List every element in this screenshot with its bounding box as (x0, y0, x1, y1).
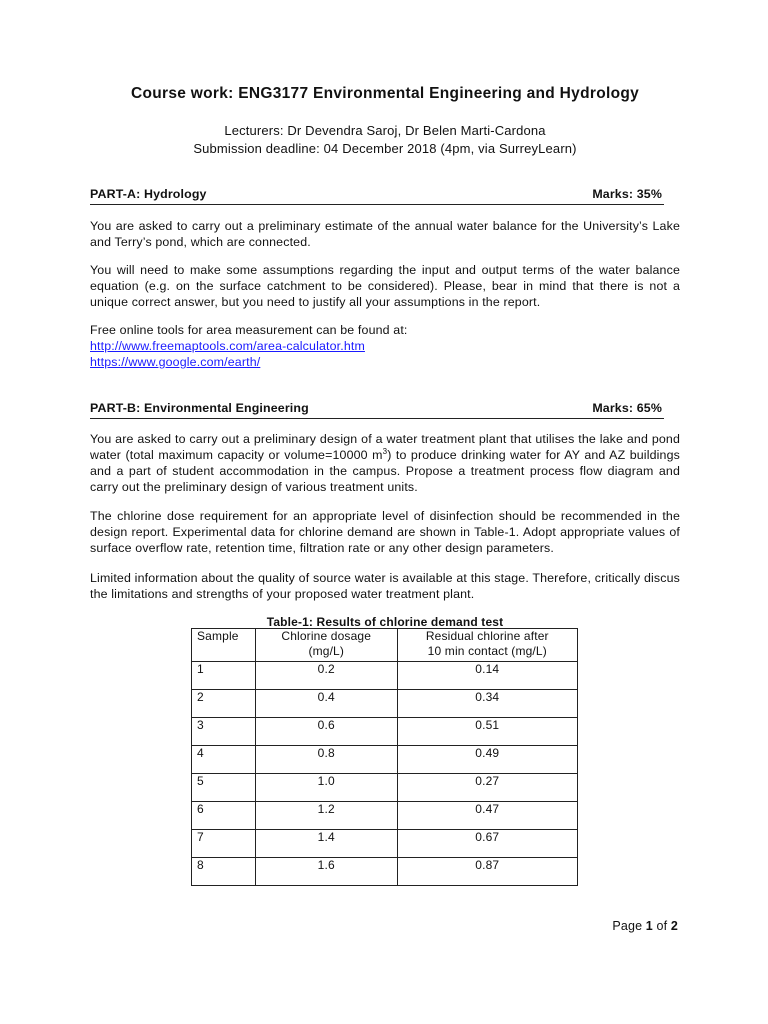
table-row: 7 1.4 0.67 (192, 830, 578, 858)
table-row: 2 0.4 0.34 (192, 690, 578, 718)
page-number: Page 1 of 2 (612, 919, 678, 933)
part-a-title: PART-A: Hydrology (90, 187, 207, 201)
part-b-para-1: You are asked to carry out a preliminary design of a water treatment plant that utilises the lake and pond water (total maximum capacity or volume=10000 $m^3$) to produce drinking water for AY and AZ buildings and a part of student accommodation in the campus. Propose a treatment process flow diagram and carry out the preliminary design of various treatment units. (90, 432, 680, 494)
table-row: 3 0.6 0.51 (192, 718, 578, 746)
part-b-para-3: Limited information about the quality of source water is available at this stage. Therefore, critically discus the limitations and strengths of your proposed water treatment plant. (90, 571, 680, 601)
page-title: Course work: ENG3177 Environmental Engineering and Hydrology (130, 85, 640, 102)
part-b-marks: Marks: 65% (592, 401, 662, 415)
tools-intro: Free online tools for area measurement can be found at: (90, 323, 408, 337)
table-caption: Table-1: Results of chlorine demand test (266, 615, 504, 629)
table-row: 6 1.2 0.47 (192, 802, 578, 830)
header-residual: Residual chlorine after 10 min contact (mg/L) (397, 629, 577, 662)
google-earth-link[interactable]: https://www.google.com/earth/ (90, 355, 261, 369)
table-row: 8 1.6 0.87 (192, 858, 578, 886)
total-pages: 2 (670, 919, 678, 933)
chlorine-demand-table (191, 628, 578, 886)
part-a-para-2: You will need to make some assumptions regarding the input and output terms of the water balance equation (e.g. on the surface catchment to be considered). Please, bear in mind that there is not a unique correct answer, but you need to justify all your assumptions in the report. (90, 263, 680, 309)
table-row: 4 0.8 0.49 (192, 746, 578, 774)
part-a-marks: Marks: 35% (592, 187, 662, 201)
part-b-para-2: The chlorine dose requirement for an appropriate level of disinfection should be recommended in the design report. Experimental data for chlorine demand are shown in Table-1. Adopt appropriate values of surface overflow rate, retention time, filtration rate or any other design parameters. (90, 509, 680, 555)
freemaptools-link[interactable]: http://www.freemaptools.com/area-calculator.htm (90, 339, 365, 353)
part-a-tools (90, 322, 680, 370)
header-dosage: Chlorine dosage (mg/L) (255, 629, 397, 662)
document-page (90, 0, 680, 1024)
submission-deadline: Submission deadline: 04 December 2018 (4pm, via SurreyLearn) (193, 141, 577, 156)
superscript-3: 3 (382, 446, 388, 456)
part-b-heading (90, 400, 664, 419)
table-header-row (192, 629, 578, 662)
table-row: 1 0.2 0.14 (192, 662, 578, 690)
lecturers-line: Lecturers: Dr Devendra Saroj, Dr Belen Marti-Cardona (224, 123, 546, 138)
current-page: 1 (645, 919, 653, 933)
part-a-heading (90, 186, 664, 205)
header-sample: Sample (192, 629, 256, 662)
part-a-para-1: You are asked to carry out a preliminary estimate of the annual water balance for the University’s Lake and Terry’s pond, which are connected. (90, 219, 680, 249)
table-row: 5 1.0 0.27 (192, 774, 578, 802)
part-b-title: PART-B: Environmental Engineering (90, 401, 309, 415)
